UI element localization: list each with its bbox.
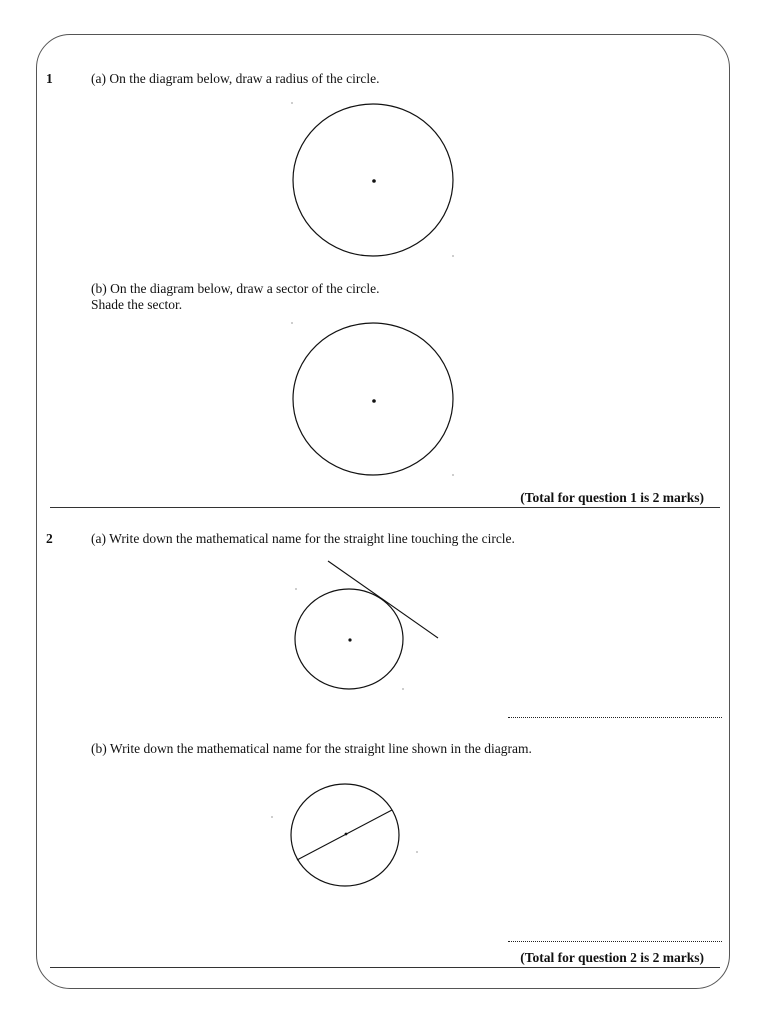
question-1a-circle-diagram: [291, 102, 453, 256]
question-2-total: (Total for question 2 is 2 marks): [520, 950, 704, 965]
question-1b-text-line1: (b) On the diagram below, draw a sector of the circle.: [91, 281, 380, 296]
diameter-line: [297, 810, 392, 860]
answer-line-2b[interactable]: [508, 941, 722, 942]
question-1b-circle-diagram: [291, 322, 453, 475]
tangent-line: [328, 561, 438, 638]
circle-2a-centre: [348, 638, 351, 641]
circle-1b: [293, 323, 453, 475]
answer-line-2a[interactable]: [508, 717, 722, 718]
question-1a-text: (a) On the diagram below, draw a radius of the circle.: [91, 71, 380, 86]
circle-1a-centre: [372, 179, 376, 183]
question-2-number: 2: [46, 531, 53, 546]
question-2-divider: [50, 967, 720, 968]
question-1-divider: [50, 507, 720, 508]
question-2a-text: (a) Write down the mathematical name for the straight line touching the circle.: [91, 531, 515, 546]
question-2b-text: (b) Write down the mathematical name for the straight line shown in the diagram.: [91, 741, 532, 756]
question-1b-text-line2: Shade the sector.: [91, 297, 183, 312]
circle-1b-centre: [372, 399, 376, 403]
question-1-total: (Total for question 1 is 2 marks): [520, 490, 704, 505]
question-2b-diameter-diagram: [271, 784, 417, 886]
question-2a-tangent-diagram: [295, 561, 438, 690]
question-1-number: 1: [46, 71, 53, 86]
